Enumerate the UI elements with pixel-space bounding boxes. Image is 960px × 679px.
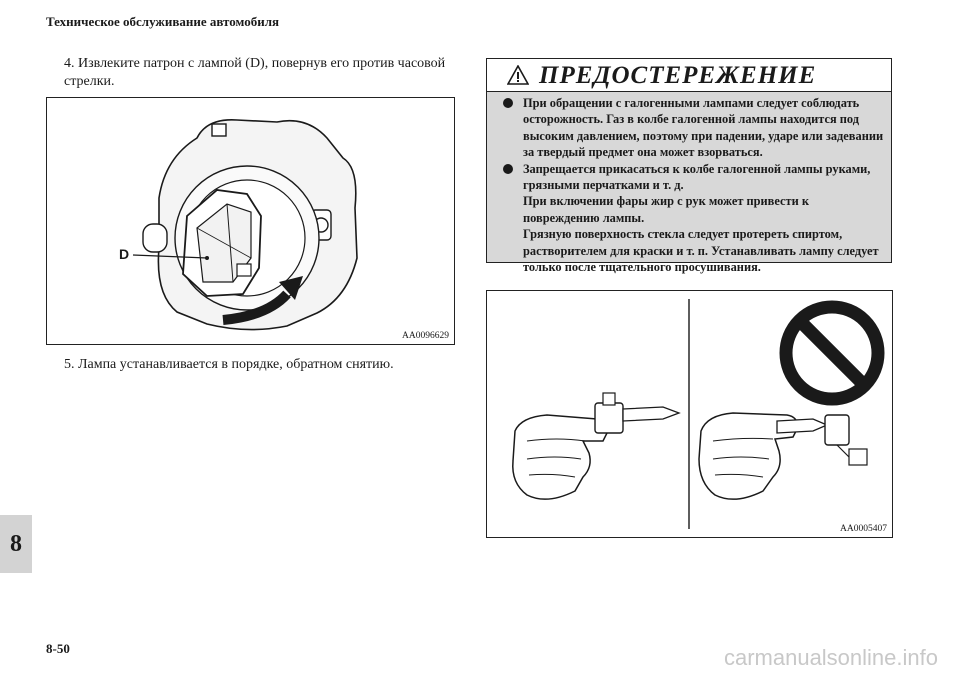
figure-lamp-removal: [46, 97, 455, 345]
bulb-handling-illustration: [487, 291, 892, 537]
warning-header: [487, 59, 891, 92]
bullet-icon: [503, 98, 513, 108]
warning-box: [486, 58, 892, 275]
warning-text: Запрещается прикасаться к колбе галогенной лампы руками, грязными перчатками и т. д.: [523, 161, 871, 193]
warning-text: При обращении с галогенными лампами следует соблюдать осторожность. Газ в колбе галогенной лампы находится под высоким давлением, поэтому при падении, ударе или задевании за твердый предмет она может взорваться.: [523, 96, 884, 160]
lamp-housing-illustration: [47, 98, 454, 344]
chapter-tab: [0, 515, 32, 573]
warning-text: При включении фары жир с рук может привести к повреждению лампы.: [523, 194, 809, 225]
warning-title: ПРЕДОСТЕРЕЖЕНИЕ: [539, 62, 817, 89]
figure-bulb-handling: [486, 290, 893, 538]
step-5-text: 5. Лампа устанавливается в порядке, обратном снятию.: [64, 357, 394, 372]
warning-item: [501, 161, 885, 276]
warning-triangle-icon: [507, 65, 529, 85]
bullet-icon: [503, 164, 513, 174]
warning-body: [487, 92, 891, 275]
warning-item: [501, 95, 885, 161]
figure-code: AA0096629: [402, 331, 449, 341]
figure-code: AA0005407: [840, 524, 887, 534]
step-4-text: 4. Извлеките патрон с лампой (D), повернув его против часовой стрелки.: [64, 56, 446, 89]
callout-label-d: D: [119, 246, 130, 262]
chapter-number: 8: [10, 531, 22, 557]
warning-text: Грязную поверхность стекла следует протереть спиртом, растворителем для краски и т. п. Устанавливать лампу следует только после тщательного просушивания.: [523, 227, 879, 275]
watermark: carmanualsonline.info: [723, 645, 938, 670]
page-number: 8-50: [46, 641, 70, 656]
section-header: Техническое обслуживание автомобиля: [46, 14, 280, 29]
